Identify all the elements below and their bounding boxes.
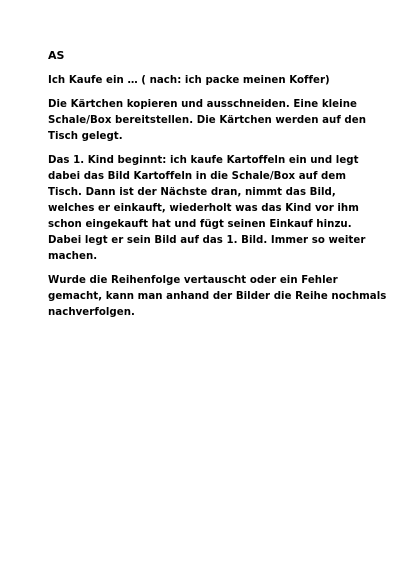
paragraph-line: gemacht, kann man anhand der Bilder die Reihe nochmals [48,291,387,302]
title-line-text: Ich Kaufe ein … ( nach: ich packe meinen Koffer) [48,75,330,86]
paragraph-line: Schale/Box bereitstellen. Die Kärtchen werden auf den [48,115,367,126]
paragraph-error-check [48,273,387,321]
document-heading: AS [48,49,65,62]
paragraph-line: schon eingekauft hat und fügt seinen Einkauf hinzu. [48,219,352,230]
document-page [48,48,387,329]
paragraph-line: Dabei legt er sein Bild auf das 1. Bild. Immer so weiter [48,235,366,246]
paragraph-line: Wurde die Reihenfolge vertauscht oder ein Fehler [48,275,338,286]
paragraph-line: dabei das Bild Kartoffeln in die Schale/Box auf dem [48,171,347,182]
paragraph-game-rules [48,153,368,265]
paragraph-line: Die Kärtchen kopieren und ausschneiden. Eine kleine [48,99,357,110]
paragraph-line: Tisch. Dann ist der Nächste dran, nimmt das Bild, [48,187,336,198]
paragraph-line: Tisch gelegt. [48,131,123,142]
paragraph-line: machen. [48,251,98,262]
paragraph-line: nachverfolgen. [48,307,135,318]
paragraph-line: Das 1. Kind beginnt: ich kaufe Kartoffeln ein und legt [48,155,359,166]
document-title-line [48,73,368,89]
paragraph-intro [48,97,368,145]
paragraph-line: welches er einkauft, wiederholt was das Kind vor ihm [48,203,359,214]
